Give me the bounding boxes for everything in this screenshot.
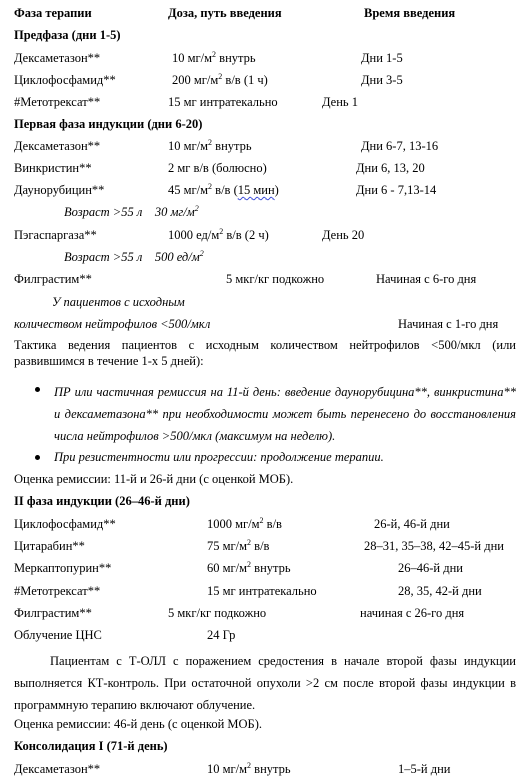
drug-name: Цитарабин** [14, 539, 85, 553]
drug-dose: 5 мкг/кг подкожно [226, 272, 325, 286]
neutro-note-line2: количеством нейтрофилов <500/мкл [14, 317, 211, 331]
drug-dose: 15 мг интратекально [207, 584, 317, 598]
drug-time: 28, 35, 42-й дни [398, 584, 482, 598]
drug-time: 26-й, 46-й дни [374, 517, 450, 531]
header-col-time: Время введения [364, 6, 456, 20]
drug-name: Даунорубицин** [14, 183, 105, 197]
drug-time: 28–31, 35–38, 42–45-й дни [364, 539, 504, 553]
drug-time: 1–5-й дни [398, 762, 451, 776]
drug-dose: 1000 $ед/м^2$ в/в (2 ч) [168, 227, 269, 242]
header-col-dose: Доза, путь введения [168, 6, 282, 20]
drug-dose: 2 мг в/в (болюсно) [168, 161, 267, 175]
drug-name: Циклофосфамид** [14, 517, 116, 531]
drug-dose: 15 мг интратекально [168, 95, 278, 109]
drug-name: Дексаметазон** [14, 51, 101, 65]
drug-dose: 75 $мг/м^2$ в/в [207, 538, 270, 553]
drug-dose: 200 $мг/м^2$ в/в (1 ч) [172, 72, 268, 87]
drug-time: Дни 6 - 7,13-14 [356, 183, 437, 197]
tcell-paragraph: Пациентам с Т-ОЛЛ с поражением средостения в начале второй фазы индукции выполняется КТ-контроль. При остаточной опухоли >2 см после второй фазы индукции в программную терапию включают облучение. [14, 654, 516, 712]
drug-name: Облучение ЦНС [14, 628, 102, 642]
remission-assessment: Оценка ремиссии: 11-й и 26-й дни (с оценкой МОБ). [14, 472, 294, 486]
drug-name: Пэгаспаргаза** [14, 228, 97, 242]
bullet-dot [35, 387, 40, 392]
drug-dose: 10 $мг/м^2$ внутрь [207, 761, 291, 776]
drug-name: Меркаптопурин** [14, 561, 112, 575]
header-col-phase: Фаза терапии [14, 6, 92, 20]
drug-dose: 5 мкг/кг подкожно [168, 606, 267, 620]
drug-time: Дни 1-5 [361, 51, 403, 65]
drug-name: Филграстим** [14, 606, 92, 620]
drug-dose: 24 Гр [207, 628, 236, 642]
prephase-title: Предфаза (дни 1-5) [14, 28, 121, 42]
bullet-dot [35, 455, 40, 460]
spellcheck-underline: 15 мин [237, 183, 275, 197]
induction1-title: Первая фаза индукции (дни 6-20) [14, 117, 203, 131]
neutro-note-line1: У пациентов с исходным [52, 295, 185, 309]
drug-time: Дни 6, 13, 20 [356, 161, 425, 175]
consolidation-title: Консолидация I (71-й день) [14, 739, 168, 753]
drug-name: #Метотрексат** [14, 584, 101, 598]
drug-time: 26–46-й дни [398, 561, 463, 575]
drug-dose: 1000 $мг/м^2$ в/в [207, 516, 282, 531]
drug-time: День 20 [322, 228, 365, 242]
remission-assessment: Оценка ремиссии: 46-й день (с оценкой МОБ). [14, 717, 263, 731]
drug-time: начиная с 26-го дня [360, 606, 465, 620]
drug-name: Циклофосфамид** [14, 73, 116, 87]
neutro-note-time: Начиная с 1-го дня [398, 317, 499, 331]
drug-dose: 45 $мг/м^2$ в/в (15 мин) [168, 182, 279, 197]
drug-dose: 10 $мг/м^2$ внутрь [168, 138, 252, 153]
drug-time: Дни 6-7, 13-16 [361, 139, 439, 153]
age-dose-note: Возраст >55 л 500 $ед/м^2$ [64, 249, 204, 264]
age-dose-note: Возраст >55 л 30 $мг/м^2$ [64, 204, 199, 219]
drug-time: Дни 3-5 [361, 73, 403, 87]
drug-name: Винкристин** [14, 161, 92, 175]
drug-name: #Метотрексат** [14, 95, 101, 109]
drug-time: Начиная с 6-го дня [376, 272, 477, 286]
bullet-item: ПР или частичная ремиссия на 11-й день: введение даунорубицина**, винкристина** и дексаметазона** при необходимости может быть перенесено до восстановления числа нейтрофилов >500/мкл (максимум на неделю). [54, 385, 516, 443]
drug-name: Дексаметазон** [14, 762, 101, 776]
drug-time: День 1 [322, 95, 358, 109]
induction2-title: II фаза индукции (26–46-й дни) [14, 494, 190, 508]
bullet-item: При резистентности или прогрессии: продолжение терапии. [54, 450, 384, 464]
drug-dose: 10 $мг/м^2$ внутрь [172, 50, 256, 65]
drug-name: Дексаметазон** [14, 139, 101, 153]
drug-dose: 60 $мг/м^2$ внутрь [207, 560, 291, 575]
tactic-paragraph: Тактика ведения пациентов с исходным количеством нейтрофилов <500/мкл (или развившимся в течение 1-х 5 дней): [14, 338, 516, 368]
drug-name: Филграстим** [14, 272, 92, 286]
